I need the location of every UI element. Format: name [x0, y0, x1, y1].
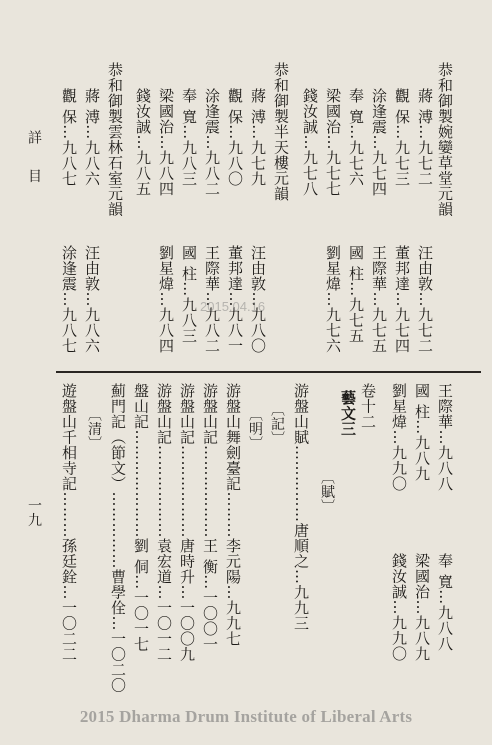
entry-column: 國 柱…九八三 [180, 245, 198, 344]
toc-entry: 游盤山記………………袁宏道…一〇一二 [155, 383, 173, 662]
entry-column: 觀 保…九七三 [393, 88, 411, 187]
entry-column: 梁國治…九七七 [324, 88, 342, 197]
entry-column: 劉星煒…九九〇 [390, 383, 408, 492]
entry-column: 觀 保…九八七 [60, 88, 78, 187]
entry-column: 王際華…九八二 [203, 245, 221, 354]
entry-column: 汪由敦…九七二 [416, 245, 434, 354]
toc-entry: 游盤山舞劍臺記………李元陽…九九七 [224, 383, 242, 647]
entry-column: 董邦達…九七四 [393, 245, 411, 354]
title-column: 恭和御製婉孌草堂元韻 [436, 62, 454, 217]
toc-entry: 盤山記…………………劉 侗…一〇一七 [132, 383, 150, 652]
dynasty-label: 〔清〕 [86, 407, 102, 451]
entry-column: 劉星煒…九八四 [157, 245, 175, 354]
title-column: 恭和御製半天樓元韻 [272, 62, 290, 202]
chapter-heading: 卷十二 [359, 383, 377, 430]
genre-label: 〔記〕 [269, 402, 285, 446]
date-stamp: 2015.04.16 [200, 299, 266, 314]
entry-column: 王際華…九八八 [436, 383, 454, 492]
entry-column: 奉 寬…九八八 [436, 553, 454, 652]
entry-column: 蔣 溥…九七九 [249, 88, 267, 187]
entry-column: 國 柱…九七五 [347, 245, 365, 344]
divider-line [56, 371, 481, 373]
entry-column: 梁國治…九八四 [157, 88, 175, 197]
entry-column: 涂逢震…九八七 [60, 245, 78, 354]
watermark: 2015 Dharma Drum Institute of Liberal Arts [79, 707, 413, 726]
section-title: 詳 目 [26, 130, 42, 193]
entry-column: 錢汝誠…九九〇 [390, 553, 408, 662]
entry-column: 奉 寬…九七六 [347, 88, 365, 187]
entry-column: 王際華…九七五 [370, 245, 388, 354]
toc-entry: 薊門記（節文）……………曹學佺…一〇二〇 [109, 383, 127, 693]
page-number: 一九 [26, 498, 42, 527]
entry-column: 梁國治…九八九 [413, 553, 431, 662]
entry-column: 國 柱…九八九 [413, 383, 431, 482]
toc-entry: 遊盤山千相寺記………孫廷銓…一〇二二 [60, 383, 78, 662]
genre-label: 〔賦〕 [319, 470, 335, 514]
entry-column: 蔣 溥…九七二 [416, 88, 434, 187]
dynasty-label: 〔明〕 [247, 407, 263, 451]
section-heading: 藝文三 [339, 390, 357, 437]
entry-column: 觀 保…九八〇 [226, 88, 244, 187]
entry-column: 涂逢震…九七四 [370, 88, 388, 197]
entry-column: 涂逢震…九八二 [203, 88, 221, 197]
toc-entry: 游盤山賦……………唐順之…九九三 [292, 383, 310, 631]
entry-column: 汪由敦…九八〇 [249, 245, 267, 354]
entry-column: 汪由敦…九八六 [83, 245, 101, 354]
title-column: 恭和御製雲林石室元韻 [106, 62, 124, 217]
entry-column: 董邦達…九八一 [226, 245, 244, 354]
toc-entry: 游盤山記………………王 衡…一〇〇一 [201, 383, 219, 652]
toc-entry: 游盤山記………………唐時升…一〇〇九 [178, 383, 196, 662]
entry-column: 錢汝誠…九八五 [134, 88, 152, 197]
entry-column: 劉星煒…九七六 [324, 245, 342, 354]
entry-column: 蔣 溥…九八六 [83, 88, 101, 187]
entry-column: 錢汝誠…九七八 [301, 88, 319, 197]
entry-column: 奉 寬…九八三 [180, 88, 198, 187]
